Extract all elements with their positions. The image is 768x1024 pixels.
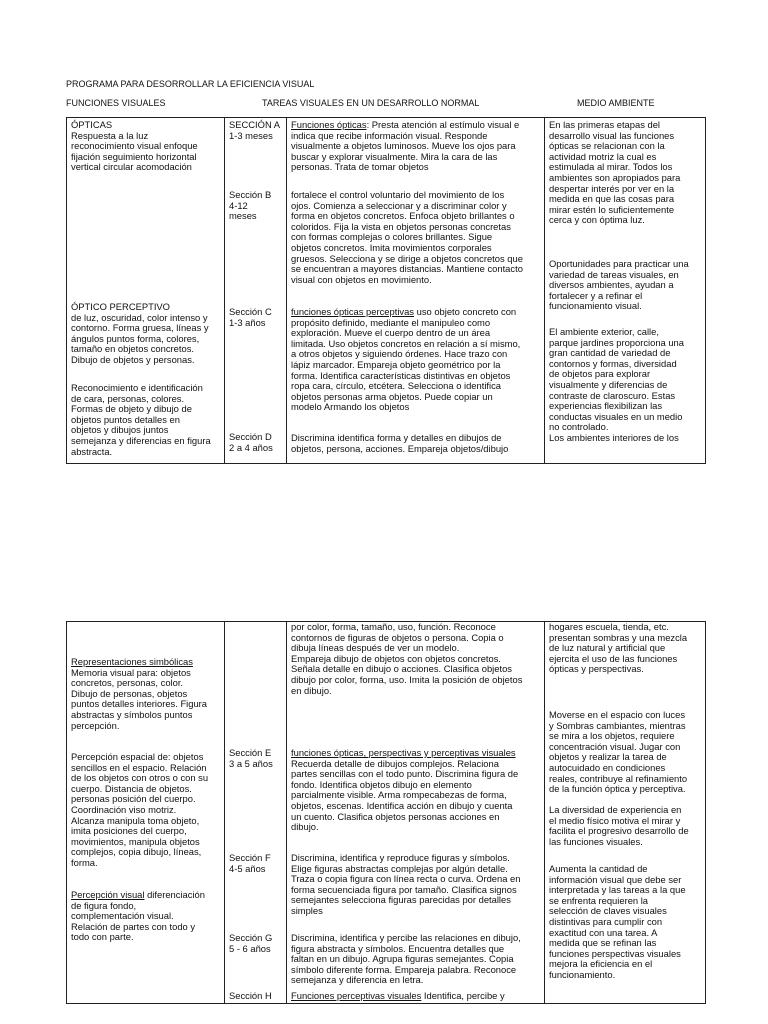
col-medio-ambiente <box>545 118 705 463</box>
column-header-tareas: TAREAS VISUALES EN UN DESARROLLO NORMAL <box>262 98 480 108</box>
label-funciones-opticas-perceptivas: funciones ópticas perceptivas <box>291 306 414 317</box>
section-g: Sección G 5 - 6 años <box>229 932 273 954</box>
cell-tareas-e <box>291 748 541 833</box>
label-funciones-opticas: Funciones ópticas <box>291 119 367 130</box>
text-percepcion-visual: diferenciación de figura fondo, complementación visual. Relación de partes con todo y todo con parte. <box>71 889 205 943</box>
column-header-funciones: FUNCIONES VISUALES <box>66 98 166 108</box>
cell-medio-3: El ambiente exterior, calle, parque jardines proporciona una gran cantidad de variedad de contornos y formas, diversidad de objetos para explorar visualmente y diferencias de contraste de claroscuro. Estas experiencias flexibilizan las conductas visuales en un medio no controlado. Los ambientes interiores de los <box>549 326 684 443</box>
label-representaciones-simbolicas: Representaciones simbólicas <box>71 656 193 667</box>
column-header-medio: MEDIO AMBIENTE <box>577 98 655 108</box>
cell-medio-1: En las primeras etapas del desarrollo visual las funciones ópticas se relacionan con la actividad motriz la cual es estimulada al mirar. Todos los ambientes son apropiados para despertar interés por ver en la medida en que las cosas para mirar estén lo suficientemente cerca y con óptima luz. <box>549 119 681 226</box>
text-tareas-a: : Presta atención al estímulo visual e indica que recibe información visual. Responde visualmente a objetos luminosos. Mueve los ojos para buscar y explorar visualmente. Mira la cara de las personas. Trata de tomar objetos <box>291 119 520 173</box>
cell-tareas-f: Discrimina, identifica y reproduce figuras y símbolos. Elige figuras abstractas complejas por algún detalle. Traza o copia figura con línea recta o curva. Ordena en forma secuenciada figura por tamaño. Clasifica signos semejantes selecciona figuras parecidas por detalles simples <box>291 852 521 916</box>
text-tareas-c: uso objeto concreto con propósito definido, mediante el manipuleo como exploración. Mueve el cuerpo dentro de un área limitada. Uso objetos concretos en relación a sí mismo, a otros objetos y siguiendo órdenes. Hace trazo con lápiz marcador. Empareja objeto geométrico por la forma. Identifica características distintivas en objetos ropa cara, círculo, etcétera. Selecciona o identifica objetos personas arma objetos. Puede copiar un modelo Armando los objetos <box>291 306 521 413</box>
cell-tareas-d: Discrimina identifica forma y detalles en dibujos de objetos, persona, acciones. Empareja objetos/dibujo <box>291 432 509 454</box>
document-title: PROGRAMA PARA DESORROLLAR LA EFICIENCIA VISUAL <box>66 79 315 89</box>
section-b: Sección B 4-12 meses <box>229 189 272 222</box>
col-tareas-visuales-2 <box>287 622 545 1003</box>
cell-reconocimiento: Reconocimiento e identificación de cara, personas, colores. Formas de objeto y dibujo de objetos puntos detalles en objetos y dibujos juntos semejanza y diferencias en figura abstracta. <box>71 382 211 457</box>
col-medio-ambiente-2 <box>545 622 705 1003</box>
cell-tareas-g: Discrimina, identifica y percibe las relaciones en dibujo, figura abstracta y símbolos. Encuentra detalles que faltan en un dibujo. Agrupa figuras semejantes. Copia símbolo diferente forma. Empareja palabra. Reconoce semejanza y diferencia en letra. <box>291 932 521 986</box>
label-funciones-perspectivas-perceptivas: funciones ópticas, perspectivas y perceptivas visuales <box>291 747 516 758</box>
cell-medio-4: hogares escuela, tienda, etc. presentan sombras y una mezcla de luz natural y artificial que ejercita el uso de las funciones ópticas y perspectivas. <box>549 621 688 675</box>
cell-medio-5: Moverse en el espacio con luces y Sombras cambiantes, mientras se mira a los objetos, requiere concentración visual. Jugar con objetos y realizar la tarea de autocuidado en condiciones reales, contribuye al refinamiento de la función óptica y perceptiva. <box>549 709 688 795</box>
col-funciones-visuales <box>67 118 225 463</box>
label-percepcion-visual: Percepción visual <box>71 889 145 900</box>
table-page-1 <box>66 117 706 464</box>
cell-percepcion-visual <box>71 890 221 943</box>
section-h: Sección H <box>229 990 272 1001</box>
cell-tareas-b: fortalece el control voluntario del movimiento de los ojos. Comienza a seleccionar y a discriminar color y forma en objetos concretos. Enfoca objeto brillantes o coloridos. Fija la vista en objetos personas concretas con formas complejas o colores brillantes. Sigue objetos concretos. Imita movimientos corporales gruesos. Selecciona y se dirige a objetos concretos que se encuentran a mayores distancias. Mantiene contacto visual con objetos en movimiento. <box>291 189 523 285</box>
col-secciones-2 <box>225 622 287 1003</box>
cell-medio-6: La diversidad de experiencia en el medio físico motiva el mirar y facilita el progresivo desarrollo de las funciones visuales. <box>549 804 689 847</box>
text-tareas-e: Recuerda detalle de dibujos complejos. Relaciona partes sencillas con el todo punto. Discrimina figura de fondo. Identifica objetos dibujo en elemento parcialmente visible. Arma rompecabezas de forma, objetos, escenas. Identifica acción en dibujo y cuenta un cuento. Clasifica objetos personas acciones en dibujo. <box>291 757 519 833</box>
cell-medio-2: Oportunidades para practicar una variedad de tareas visuales, en diversos ambientes, ayudan a fortalecer y a refinar el funcionamiento visual. <box>549 258 689 312</box>
section-d: Sección D 2 a 4 años <box>229 431 273 453</box>
text-representaciones: Memoria visual para: objetos concretos, personas, color. Dibujo de personas, objetos puntos detalles interiores. Figura abstractas y símbolos puntos percepción. <box>71 666 208 731</box>
cell-tareas-h <box>291 991 541 1002</box>
col-secciones <box>225 118 287 463</box>
cell-optico-perceptivo: ÓPTICO PERCEPTIVO de luz, oscuridad, color intenso y contorno. Forma gruesa, líneas y ángulos puntos forma, colores, tamaño en objetos concretos. Dibujo de objetos y personas. <box>71 301 209 365</box>
cell-medio-7: Aumenta la cantidad de información visual que debe ser interpretada y las tareas a la que se enfrenta requieren la selección de claves visuales distintivas para cumplir con exactitud con una tarea. A medida que se refinan las funciones perspectivas visuales mejora la eficiencia en el funcionamiento. <box>549 863 686 980</box>
cell-percepcion-espacial: Percepción espacial de: objetos sencillos en el espacio. Relación de los objetos con otros o con su cuerpo. Distancia de objetos. personas posición del cuerpo. Coordinación viso motriz. Alcanza manipula toma objeto, imita posiciones del cuerpo, movimientos, manipula objetos complejos, copia dibujo, líneas, forma. <box>71 751 209 868</box>
section-a: SECCIÓN A 1-3 meses <box>229 119 281 141</box>
cell-tareas-cont: por color, forma, tamaño, uso, función. Reconoce contornos de figuras de objetos o persona. Copia o dibuja líneas después de ver un modelo. Empareja dibujo de objetos con objetos concretos. Señala detalle en dibujo o acciones. Clasifica objetos dibujo por color, forma, uso. Imita la posición de objetos en dibujo. <box>291 621 523 696</box>
cell-representaciones <box>71 657 221 731</box>
section-f: Sección F 4-5 años <box>229 852 271 874</box>
label-funciones-perceptivas-visuales: Funciones perceptivas visuales <box>291 990 422 1001</box>
cell-tareas-c <box>291 307 541 413</box>
col-funciones-visuales-2 <box>67 622 225 1003</box>
section-e: Sección E 3 a 5 años <box>229 747 273 769</box>
col-tareas-visuales <box>287 118 545 463</box>
table-page-2 <box>66 621 706 1004</box>
cell-tareas-a <box>291 120 541 173</box>
cell-opticas: ÓPTICAS Respuesta a la luz reconocimiento visual enfoque fijación seguimiento horizontal vertical circular acomodación <box>71 119 198 173</box>
text-tareas-h: Identifica, percibe y <box>421 990 505 1001</box>
section-c: Sección C 1-3 años <box>229 306 272 328</box>
